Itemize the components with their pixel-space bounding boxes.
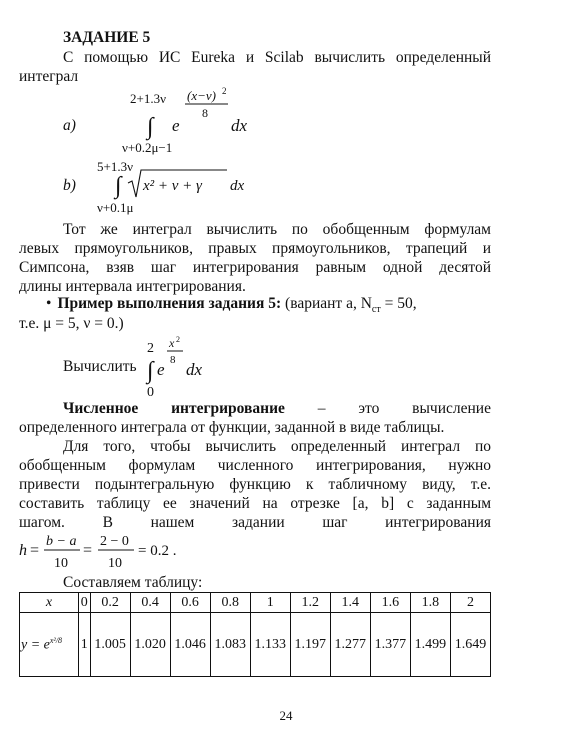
integral-b-lower-limit: ν+0.1μ [97,200,134,215]
step-eq-2: = [83,542,93,559]
table-header-y-base: y = e [21,637,50,653]
compute-differential: dx [186,360,203,379]
table-cell-x: 0.8 [210,593,250,613]
table-cell-y: 1.005 [90,613,130,677]
integral-a-lower-limit: ν+0.2μ−1 [122,140,173,155]
table-para-line-4: составить таблицу ее значений на отрезке [a, b] с заданным [19,495,491,512]
integral-b-label: b) [63,177,76,194]
step-num-2: 2 − 0 [100,534,129,549]
compute-label: Вычислить [63,358,137,375]
table-cell-x: 1.8 [410,593,450,613]
integral-b-formula [95,157,265,217]
table-cell-x: 1.2 [290,593,330,613]
table-cell-y: 1.377 [370,613,410,677]
step-word-3: нашем [150,514,195,531]
table-cell-x: 2 [450,593,490,613]
table-cell-x: 0 [79,593,91,613]
definition-term-2: интегрирование [171,400,285,417]
step-formula [17,530,197,572]
step-word-6: интегрирования [385,514,491,531]
table-cell-y: 1.197 [290,613,330,677]
integral-a-sign: ∫ [147,114,154,140]
compute-exp-numerator: x [169,336,175,350]
definition-line-1 [63,399,491,418]
table-cell-y: 1 [79,613,91,677]
table-cell-x: 1.6 [370,593,410,613]
table-row [20,613,491,677]
definition-word-1: это [358,400,380,417]
step-word-2: В [102,514,113,531]
compute-integral-formula [143,334,223,400]
example-bullet: • [46,295,52,312]
methods-line-4: длины интервала интегрирования. [19,278,246,295]
compute-exp-power: 2 [176,335,180,344]
integral-a-label: a) [63,117,76,134]
intro-line-2: интеграл [19,68,79,85]
section-heading: ЗАДАНИЕ 5 [63,29,151,46]
table-row [20,593,491,613]
table-cell-x: 1.4 [330,593,370,613]
integral-a-base: e [172,116,180,135]
methods-line-2: левых прямоугольников, правых прямоугольников, трапеций и [19,240,491,257]
example-variant-end: = 50, [380,295,417,312]
integral-b-upper-limit: 5+1.3ν [97,159,133,174]
integral-a-exp-denominator: 8 [202,106,208,120]
table-cell-y: 1.277 [330,613,370,677]
example-line-2: т.е. μ = 5, ν = 0.) [19,315,124,332]
table-cell-x: 0.2 [90,593,130,613]
table-para-line-1: Для того, чтобы вычислить определенный интеграл по [63,438,491,455]
definition-dash: – [317,400,326,417]
example-subscript: ст [371,304,381,316]
integral-a-differential: dx [231,116,248,135]
definition-word-2: вычисление [412,400,491,417]
table-para-line-2: обобщенным формулам численного интегрирования, нужно [19,457,491,474]
integral-b-sign: ∫ [115,173,122,199]
table-cell-y: 1.499 [410,613,450,677]
table-header-y [20,613,79,677]
step-den-1: 10 [54,556,68,571]
table-cell-y: 1.083 [210,613,250,677]
step-result: = 0.2 . [138,543,177,559]
integral-a-upper-limit: 2+1.3ν [130,91,166,106]
definition-term-1: Численное [63,400,139,417]
definition-line-2: определенного интеграла от функции, заданной в виде таблицы. [19,419,445,436]
compute-upper-limit: 2 [147,341,154,356]
table-header-y-exp: x²/8 [49,635,63,645]
table-para-line-3: привести подынтегральную функцию к табличному виду, т.е. [19,476,491,493]
table-cell-x: 1 [250,593,290,613]
step-word-4: задании [232,514,285,531]
table-caption: Составляем таблицу: [63,574,203,591]
compute-integral-sign: ∫ [147,358,154,384]
step-den-2: 10 [108,556,122,571]
integral-b-radicand: x² + ν + γ [143,178,202,194]
table-cell-y: 1.046 [170,613,210,677]
values-table [19,592,491,677]
page-number: 24 [279,708,293,723]
methods-line-1: Тот же интеграл вычислить по обобщенным формулам [63,221,491,238]
example-variant: (вариант a, N [285,295,372,312]
table-cell-y: 1.649 [450,613,490,677]
step-word-1: шагом. [19,514,65,531]
step-h: h [19,542,27,559]
table-cell-y: 1.020 [130,613,170,677]
step-num-1: b − a [46,534,77,549]
methods-line-3: Симпсона, взяв шаг интегрирования равным одной десятой [19,259,491,276]
step-word-5: шаг [322,514,348,531]
integral-a-formula [115,86,275,158]
intro-line-1: С помощью ИС Eureka и Scilab вычислить определенный [63,49,491,66]
compute-base: e [157,360,165,379]
example-title: Пример выполнения задания 5: [57,295,282,312]
table-header-x: x [20,593,79,613]
integral-a-exp-power: 2 [222,86,227,96]
table-cell-x: 0.4 [130,593,170,613]
table-cell-x: 0.6 [170,593,210,613]
table-cell-y: 1.133 [250,613,290,677]
compute-lower-limit: 0 [147,385,154,400]
compute-exp-denominator: 8 [170,354,176,366]
integral-b-differential: dx [230,178,245,194]
step-eq: = [30,542,40,559]
integral-a-exp-numerator: (x−ν) [187,88,216,103]
